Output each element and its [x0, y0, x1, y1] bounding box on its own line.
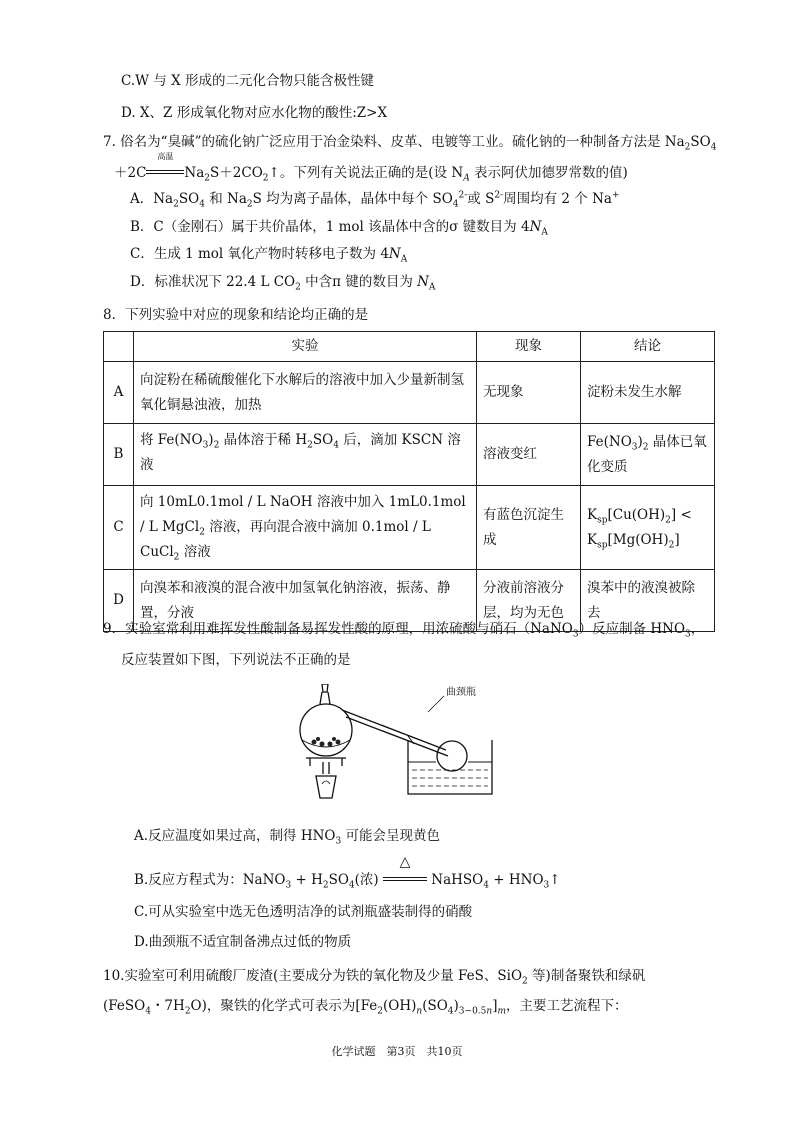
table-header-blank [104, 332, 134, 362]
q7-stem-line2: ＋2C 高温 $Na_2S+2CO_2↑$。下列有关说法正确的是(设 $N_A$ 表示阿伏加德罗常数的值) [114, 152, 628, 184]
q7-option-d: D．标准状况下 22.4 L $CO_2$ 中含π 键的数目为 $N_A$ [130, 274, 436, 293]
row-phenomenon: 分液前溶液分层，均为无色 [477, 570, 581, 632]
row-phenomenon: 溶液变红 [477, 424, 581, 486]
q8-stem: 8．下列实验中对应的现象和结论均正确的是 [103, 307, 369, 323]
table-header-experiment: 实验 [134, 332, 477, 362]
experiment-table [103, 331, 715, 632]
retort-apparatus-figure [296, 684, 502, 814]
q7-option-c: C．生成 1 mol 氧化产物时转移电子数为 $4N_A$ [130, 246, 408, 265]
high-temp-arrow: 高温 [146, 162, 184, 177]
q10-stem-line1: 10.实验室可利用硫酸厂废渣(主要成分为铁的氧化物及少量 FeS、SiO$_2$ 等)制备聚铁和绿矾 [103, 968, 646, 987]
table-row [104, 424, 715, 486]
q9-option-c: C.可从实验室中选无色透明洁净的试剂瓶盛装制得的硝酸 [134, 904, 473, 920]
row-label: D [104, 570, 134, 632]
q7-option-a: A．$Na_2SO_4$ 和 $Na_2S$ 均为离子晶体，晶体中每个 $SO_4^{2-}$或 $S^{2-}$周围均有 2 个 Na+ [130, 190, 620, 210]
q9-stem-line1: 9．实验室常利用难挥发性酸制备易挥发性酸的原理，用浓硫酸与硝石（NaNO$_3$）反应制备 $HNO_3$， [103, 621, 705, 640]
apparatus-label: 曲颈瓶 [446, 687, 476, 698]
table-header-conclusion: 结论 [581, 332, 715, 362]
q9-option-a: A.反应温度如果过高，制得 $HNO_3$ 可能会呈现黄色 [134, 828, 441, 847]
q6-option-c: C.W 与 X 形成的二元化合物只能含极性键 [121, 73, 374, 89]
table-header-row [104, 332, 715, 362]
heat-arrow: △ [383, 869, 427, 884]
row-label: A [104, 362, 134, 424]
q7-stem-line1: 7. 俗名为“臭碱”的硫化钠广泛应用于冶金染料、皮革、电镀等工业。硫化钠的一种制备方法是 $Na_2SO_4$ [103, 134, 717, 153]
row-conclusion: 溴苯中的液溴被除去 [581, 570, 715, 632]
q7-option-b: B．C（金刚石）属于共价晶体，1 mol 该晶体中含的σ 键数目为 $4N_A$ [130, 219, 548, 238]
q9-option-b: B.反应方程式为：NaNO$_3$ + $H_2SO_4$(浓) △ NaHSO$_4$ + $HNO_3↑$ [134, 854, 561, 891]
q10-stem-line2: (FeSO$_4$・$7H_2O$)，聚铁的化学式可表示为$[Fe_2(OH)_n(SO_4)_{3-0.5n}]_m$，主要工艺流程下： [103, 998, 628, 1017]
row-experiment: 向 10mL0.1mol / L NaOH 溶液中加入 1mL0.1mol / L MgCl$_2$ 溶液，再向混合液中滴加 0.1mol / L CuCl$_2$ 溶液 [134, 486, 477, 570]
row-conclusion: $Fe(NO_3)_2$ 晶体已氧化变质 [581, 424, 715, 486]
q9-stem-line2: 反应装置如下图，下列说法不正确的是 [121, 652, 351, 668]
q6-option-d: D. X、Z 形成氧化物对应水化物的酸性:Z>X [121, 105, 388, 121]
table-row [104, 362, 715, 424]
row-experiment: 将 $Fe(NO_3)_2$ 晶体溶于稀 $H_2SO_4$ 后，滴加 KSCN 溶液 [134, 424, 477, 486]
page-footer: 化学试题 第3页 共10页 [331, 1045, 463, 1058]
table-row [104, 486, 715, 570]
row-conclusion: $K_{sp}[Cu(OH)_2] < K_{sp}[Mg(OH)_2]$ [581, 486, 715, 570]
row-phenomenon: 无现象 [477, 362, 581, 424]
row-conclusion: 淀粉未发生水解 [581, 362, 715, 424]
row-label: C [104, 486, 134, 570]
row-experiment: 向淀粉在稀硫酸催化下水解后的溶液中加入少量新制氢氧化铜悬浊液，加热 [134, 362, 477, 424]
row-label: B [104, 424, 134, 486]
row-experiment: 向溴苯和液溴的混合液中加氢氧化钠溶液，振荡、静置，分液 [134, 570, 477, 632]
q9-option-d: D.曲颈瓶不适宜制备沸点过低的物质 [134, 934, 352, 950]
table-header-phenomenon: 现象 [477, 332, 581, 362]
row-phenomenon: 有蓝色沉淀生成 [477, 486, 581, 570]
